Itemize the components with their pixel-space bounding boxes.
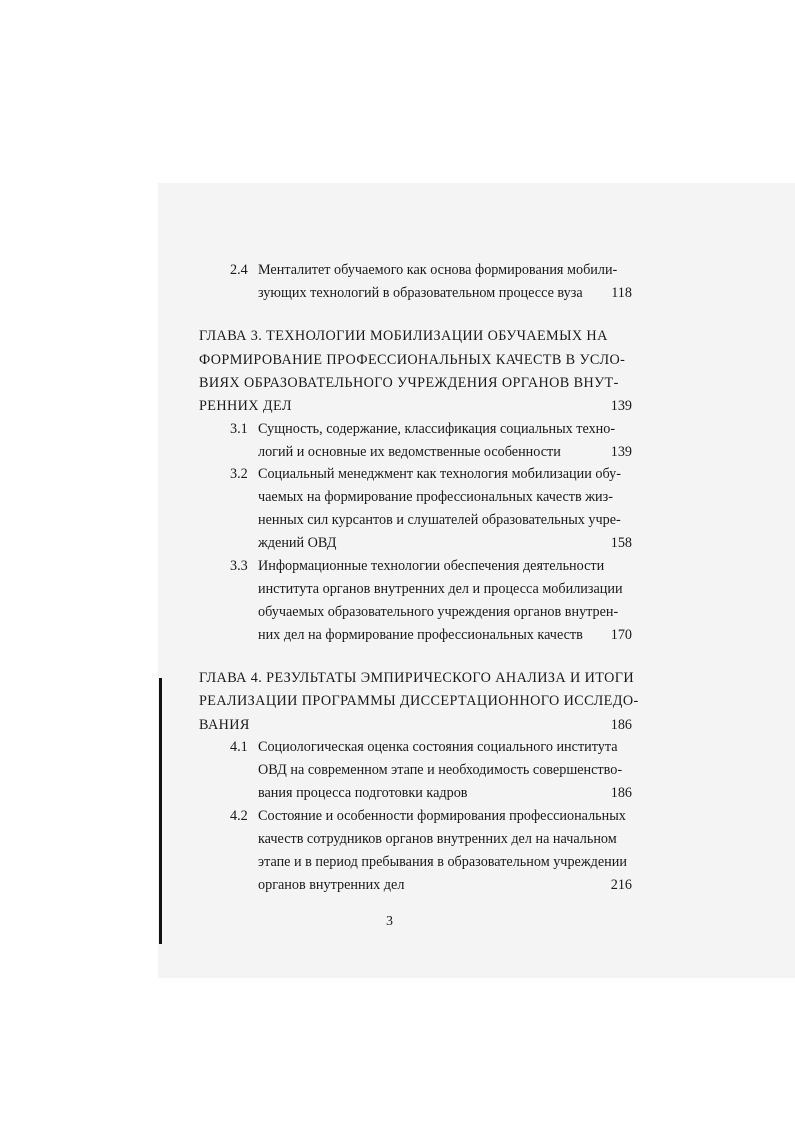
- page-ref: 139: [610, 444, 632, 460]
- page-ref: 216: [610, 877, 632, 893]
- toc-entry-line: ждений ОВД: [258, 535, 337, 551]
- chapter-title-line: ФОРМИРОВАНИЕ ПРОФЕССИОНАЛЬНЫХ КАЧЕСТВ В УСЛО-: [199, 352, 626, 368]
- page-ref: 186: [610, 717, 632, 733]
- page-ref: 158: [610, 535, 632, 551]
- page-ref: 118: [611, 285, 632, 301]
- page-ref: 186: [610, 785, 632, 801]
- page-number: 3: [386, 914, 393, 929]
- toc-entry-line: органов внутренних дел: [258, 877, 405, 893]
- toc-entry-line: Социологическая оценка состояния социального института: [258, 739, 618, 755]
- toc-entry-line: качеств сотрудников органов внутренних дел на начальном: [258, 831, 617, 847]
- section-number: 3.1: [230, 421, 248, 437]
- section-number: 3.2: [230, 466, 248, 482]
- section-number: 3.3: [230, 558, 248, 574]
- page-ref: 170: [610, 627, 632, 643]
- toc-entry-line: них дел на формирование профессиональных качеств: [258, 627, 583, 643]
- page-ref: 139: [610, 398, 632, 414]
- chapter-title-line: ГЛАВА 3. ТЕХНОЛОГИИ МОБИЛИЗАЦИИ ОБУЧАЕМЫХ НА: [199, 328, 608, 344]
- section-number: 4.2: [230, 808, 248, 824]
- section-number: 4.1: [230, 739, 248, 755]
- toc-entry-line: логий и основные их ведомственные особенности: [258, 444, 561, 460]
- toc-entry-line: института органов внутренних дел и процесса мобилизации: [258, 581, 623, 597]
- chapter-title-line: ВАНИЯ: [199, 717, 250, 733]
- toc-entry-line: Состояние и особенности формирования профессиональных: [258, 808, 626, 824]
- toc-entry-line: Сущность, содержание, классификация социальных техно-: [258, 421, 616, 437]
- chapter-title-line: ВИЯХ ОБРАЗОВАТЕЛЬНОГО УЧРЕЖДЕНИЯ ОРГАНОВ ВНУТ-: [199, 375, 619, 391]
- toc-entry-line: обучаемых образовательного учреждения органов внутрен-: [258, 604, 619, 620]
- toc-entry-line: Социальный менеджмент как технология мобилизации обу-: [258, 466, 621, 482]
- toc-entry-line: Менталитет обучаемого как основа формирования мобили-: [258, 262, 618, 278]
- toc-entry-line: Информационные технологии обеспечения деятельности: [258, 558, 605, 574]
- chapter-title-line: ГЛАВА 4. РЕЗУЛЬТАТЫ ЭМПИРИЧЕСКОГО АНАЛИЗА И ИТОГИ: [199, 670, 634, 686]
- toc-entry-line: ОВД на современном этапе и необходимость совершенство-: [258, 762, 623, 778]
- chapter-title-line: РЕННИХ ДЕЛ: [199, 398, 292, 414]
- chapter-title-line: РЕАЛИЗАЦИИ ПРОГРАММЫ ДИССЕРТАЦИОННОГО ИССЛЕДО-: [199, 693, 639, 709]
- toc-entry-line: этапе и в период пребывания в образовательном учреждении: [258, 854, 627, 870]
- toc-entry-line: зующих технологий в образовательном процессе вуза: [258, 285, 583, 301]
- toc-entry-line: вания процесса подготовки кадров: [258, 785, 468, 801]
- toc-entry-line: ненных сил курсантов и слушателей образовательных учре-: [258, 512, 621, 528]
- section-number: 2.4: [230, 262, 248, 278]
- toc-entry-line: чаемых на формирование профессиональных качеств жиз-: [258, 489, 613, 505]
